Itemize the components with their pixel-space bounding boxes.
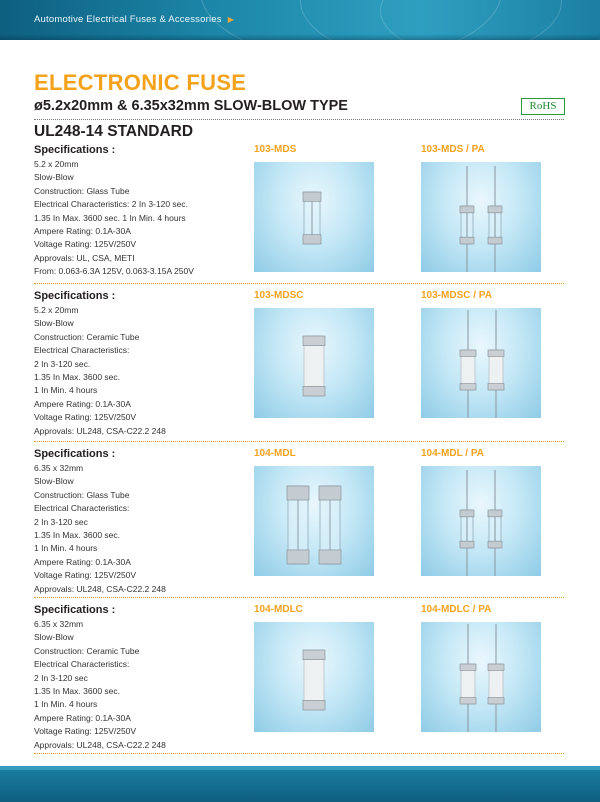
spec-line: 2 In 3-120 sec [34, 672, 88, 683]
model-label: 103-MDSC [254, 290, 304, 301]
product-photo-pigtail [421, 622, 541, 732]
spec-line: Slow-Blow [34, 172, 74, 183]
spec-line: 1 In Min. 4 hours [34, 385, 98, 396]
spec-line: Construction: Ceramic Tube [34, 645, 140, 656]
spec-heading: Specifications : [34, 290, 116, 302]
spec-line: Voltage Rating: 125V/250V [34, 726, 137, 737]
spec-line: 1 In Min. 4 hours [34, 699, 98, 710]
spec-line: 5.2 x 20mm [34, 305, 79, 315]
product-photo-pigtail [421, 308, 541, 418]
spec-line: Approvals: UL248, CSA-C22.2 248 [34, 739, 166, 750]
product-photo [254, 162, 374, 272]
spec-list [34, 618, 166, 752]
product-section [34, 290, 564, 440]
spec-line: Ampere Rating: 0.1A-30A [34, 556, 131, 567]
banner-category [34, 14, 234, 25]
header-banner [0, 0, 600, 40]
spec-line: Slow-Blow [34, 318, 74, 329]
section-divider [34, 597, 564, 598]
spec-line: 6.35 x 32mm [34, 463, 84, 473]
product-photo [254, 308, 374, 418]
spec-line: Voltage Rating: 125V/250V [34, 570, 137, 581]
section-divider [34, 753, 564, 754]
standard-heading: UL248-14 STANDARD [34, 123, 194, 140]
spec-line: Approvals: UL, CSA, METI [34, 252, 135, 263]
spec-line: Construction: Glass Tube [34, 489, 130, 500]
section-divider [34, 441, 564, 442]
spec-line: Approvals: UL248, CSA-C22.2 248 [34, 425, 166, 436]
model-label-pigtail: 103-MDSC / PA [421, 290, 492, 301]
spec-list [34, 304, 166, 438]
spec-line: Approvals: UL248, CSA-C22.2 248 [34, 583, 166, 594]
spec-line: Construction: Glass Tube [34, 185, 130, 196]
spec-line: 5.2 x 20mm [34, 159, 79, 169]
spec-line: 1 In Min. 4 hours [34, 543, 98, 554]
spec-line: Voltage Rating: 125V/250V [34, 412, 137, 423]
product-section [34, 604, 564, 754]
product-section [34, 448, 564, 598]
spec-line: Ampere Rating: 0.1A-30A [34, 226, 131, 237]
spec-heading: Specifications : [34, 604, 116, 616]
spec-line: 1.35 In Max. 3600 sec. [34, 686, 120, 697]
model-label: 104-MDLC [254, 604, 303, 615]
spec-line: Electrical Characteristics: [34, 503, 130, 514]
spec-line: Electrical Characteristics: [34, 345, 130, 356]
spec-list [34, 462, 166, 596]
spec-line: 2 In 3-120 sec. [34, 358, 91, 369]
model-label: 103-MDS [254, 144, 297, 155]
spec-line: 1.35 In Max. 3600 sec. [34, 372, 120, 383]
model-label-pigtail: 104-MDLC / PA [421, 604, 492, 615]
page-subtitle: ø5.2x20mm & 6.35x32mm SLOW-BLOW TYPE [34, 98, 348, 114]
rohs-badge: RoHS [521, 98, 565, 115]
spec-line: Slow-Blow [34, 476, 74, 487]
product-photo-pigtail [421, 466, 541, 576]
arrow-right-icon: ▶ [227, 15, 235, 24]
spec-line: 2 In 3-120 sec [34, 516, 88, 527]
spec-line: Voltage Rating: 125V/250V [34, 239, 137, 250]
product-section [34, 144, 564, 294]
footer-band [0, 766, 600, 802]
section-divider [34, 283, 564, 284]
page-title: ELECTRONIC FUSE [34, 70, 247, 95]
model-label: 104-MDL [254, 448, 296, 459]
spec-heading: Specifications : [34, 448, 116, 460]
banner-category-text: Automotive Electrical Fuses & Accessories [34, 14, 222, 25]
model-label-pigtail: 104-MDL / PA [421, 448, 484, 459]
product-photo [254, 622, 374, 732]
spec-line: 6.35 x 32mm [34, 619, 84, 629]
spec-line: Electrical Characteristics: [34, 659, 130, 670]
spec-line: 1.35 In Max. 3600 sec. 1 In Min. 4 hours [34, 212, 186, 223]
spec-line: Electrical Characteristics: 2 In 3-120 sec. [34, 199, 189, 210]
spec-line: 1.35 In Max. 3600 sec. [34, 530, 120, 541]
spec-list [34, 158, 194, 279]
spec-heading: Specifications : [34, 144, 116, 156]
title-divider [34, 119, 564, 120]
model-label-pigtail: 103-MDS / PA [421, 144, 485, 155]
spec-line: Ampere Rating: 0.1A-30A [34, 712, 131, 723]
spec-line: Construction: Ceramic Tube [34, 331, 140, 342]
spec-line: Ampere Rating: 0.1A-30A [34, 398, 131, 409]
product-photo-pigtail [421, 162, 541, 272]
spec-line: From: 0.063-6.3A 125V, 0.063-3.15A 250V [34, 266, 194, 277]
spec-line: Slow-Blow [34, 632, 74, 643]
product-photo [254, 466, 374, 576]
